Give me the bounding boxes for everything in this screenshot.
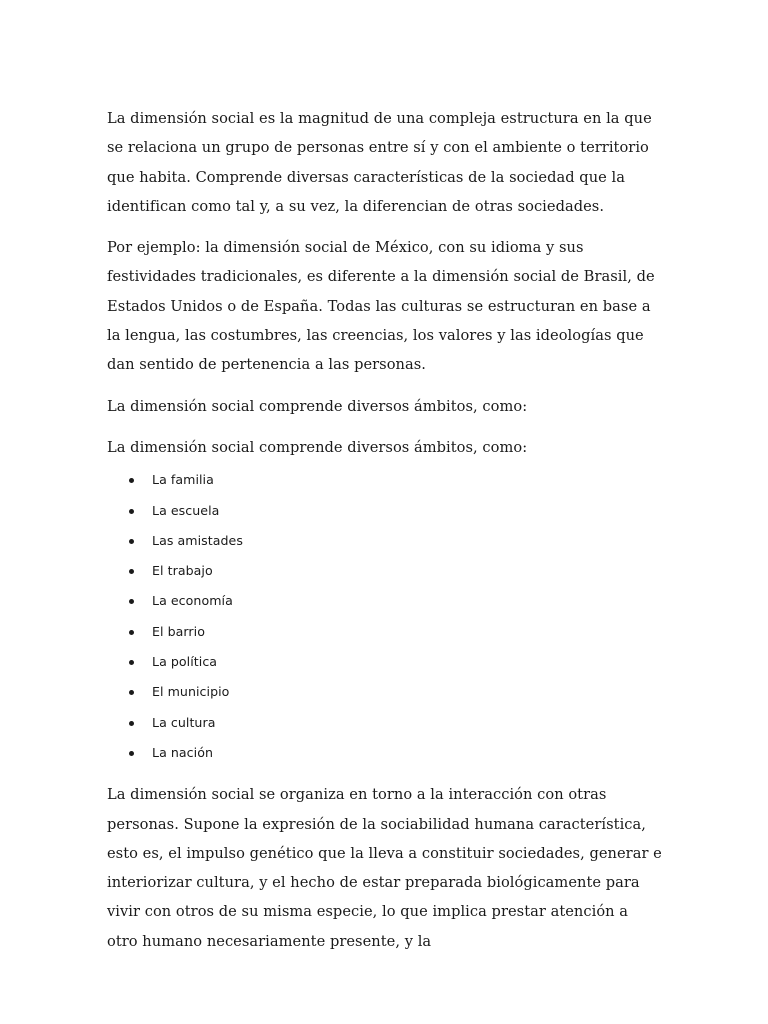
bullet-icon <box>129 569 134 574</box>
bullet-icon <box>129 599 134 604</box>
list-item <box>107 738 663 768</box>
paragraph-ambitos-1: La dimensión social comprende diversos ámbitos, como: <box>107 397 528 415</box>
list-item <box>107 556 663 586</box>
list-item <box>107 496 663 526</box>
bullet-icon <box>129 690 134 695</box>
ambitos-list-wrapper <box>107 465 663 768</box>
list-item-label: La economía <box>152 593 233 609</box>
list-item-label: La familia <box>152 472 214 488</box>
list-item <box>107 617 663 647</box>
document-body <box>107 104 663 956</box>
bullet-icon <box>129 630 134 635</box>
paragraph-ambitos-2: La dimensión social comprende diversos ámbitos, como: <box>107 438 528 456</box>
list-item <box>107 465 663 495</box>
list-item <box>107 526 663 556</box>
ambitos-list <box>107 465 663 768</box>
list-item <box>107 677 663 707</box>
list-item-label: El barrio <box>152 623 205 639</box>
bullet-icon <box>129 478 134 483</box>
bullet-icon <box>129 660 134 665</box>
bullet-icon <box>129 509 134 514</box>
list-item <box>107 586 663 616</box>
list-item <box>107 708 663 738</box>
bullet-icon <box>129 539 134 544</box>
bullet-icon <box>129 721 134 726</box>
list-item-label: El trabajo <box>152 563 213 579</box>
list-item-label: La política <box>152 654 218 670</box>
list-item-label: Las amistades <box>152 532 243 548</box>
list-item-label: El municipio <box>152 684 230 700</box>
list-item-label: La escuela <box>152 502 220 518</box>
list-item-label: La cultura <box>152 714 216 730</box>
paragraph-intro: La dimensión social es la magnitud de una compleja estructura en la que se relaciona un grupo de personas entre sí y con el ambiente o territorio que habita. Comprende diversas características de la sociedad que la identifican como tal y, a su vez, la diferencian de otras sociedades. <box>107 110 652 215</box>
list-item-label: La nación <box>152 744 213 760</box>
bullet-icon <box>129 751 134 756</box>
paragraph-example: Por ejemplo: la dimensión social de México, con su idioma y sus festividades tradicionales, es diferente a la dimensión social de Brasil, de Estados Unidos o de España. Todas las culturas se estructuran en base a la lengua, las costumbres, las creencias, los valores y las ideologías que dan sentido de pertenencia a las personas. <box>107 239 655 374</box>
paragraph-organizacion: La dimensión social se organiza en torno a la interacción con otras personas. Supone la expresión de la sociabilidad humana característica, esto es, el impulso genético que la lleva a constituir sociedades, generar e interiorizar cultura, y el hecho de estar preparada biológicamente para vivir con otros de su misma especie, lo que implica prestar atención a otro humano necesariamente presente, y la <box>107 786 662 950</box>
list-item <box>107 647 663 677</box>
